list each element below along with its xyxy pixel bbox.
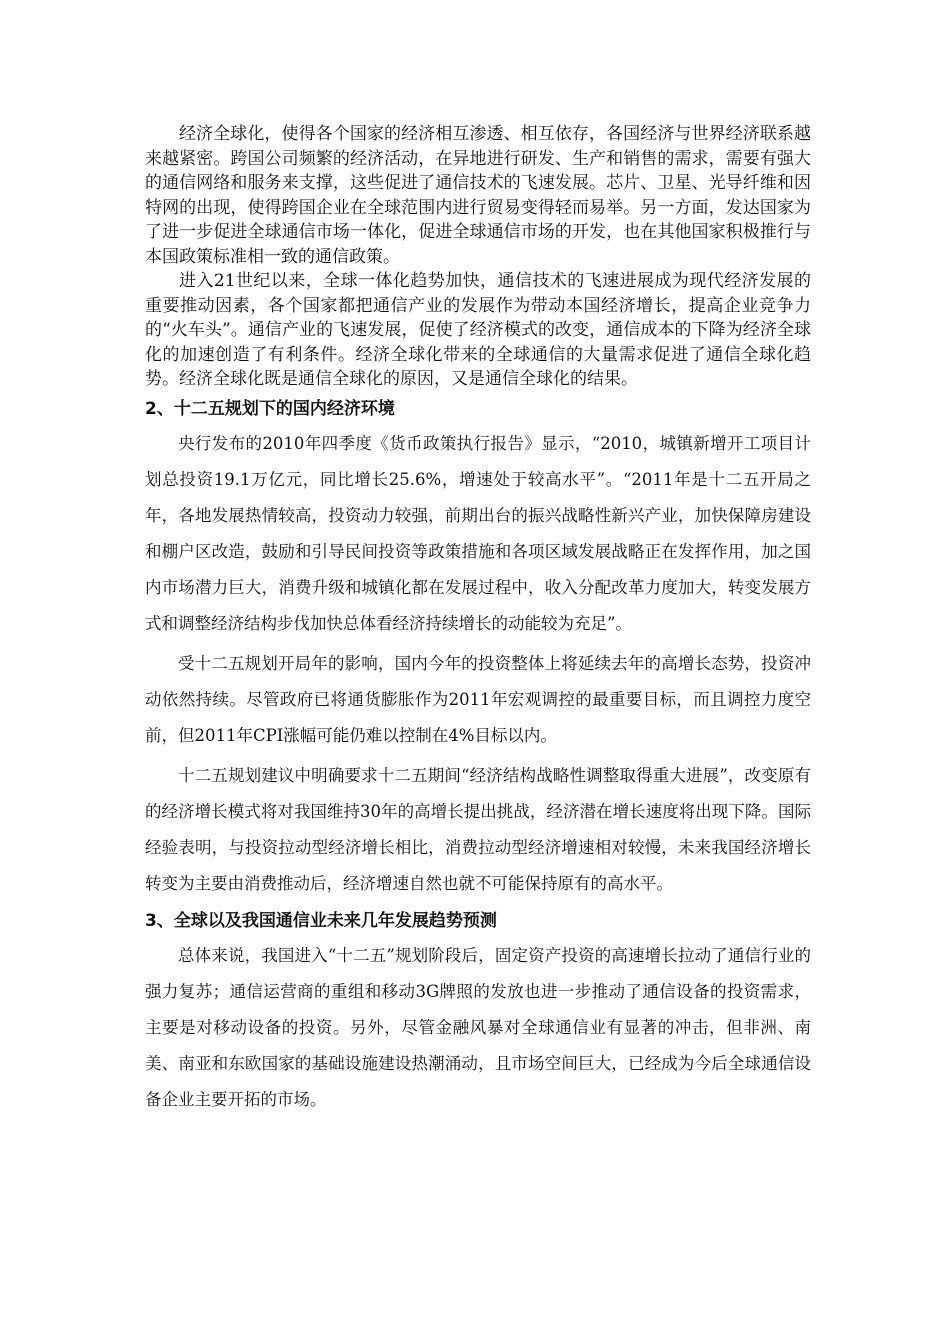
paragraph-structural-adjustment: 十二五规划建议中明确要求十二五期间“经济结构战略性调整取得重大进展”，改变原有的经济增长模式将对我国维持30年的高增长提出挑战，经济潜在增长速度将出现下降。国际经验表明，与投资拉动型经济增长相比，消费拉动型经济增速相对较慢，未来我国经济增长转变为主要由消费推动后，经济增速自然也就不可能保持原有的高水平。 bbox=[145, 765, 811, 893]
paragraph-21st-century: 进入21世纪以来，全球一体化趋势加快，通信技术的飞速进展成为现代经济发展的重要推动因素，各个国家都把通信产业的发展作为带动本国经济增长，提高企业竞争力的“火车头”。通信产业的飞速发展，促使了经济模式的改变，通信成本的下降为经济全球化的加速创造了有利条件。经济全球化带来的全球通信的大量需求促进了通信全球化趋势。经济全球化既是通信全球化的原因，又是通信全球化的结果。 bbox=[145, 271, 811, 389]
paragraph-economic-globalization: 经济全球化，使得各个国家的经济相互渗透、相互依存，各国经济与世界经济联系越来越紧密。跨国公司频繁的经济活动，在异地进行研发、生产和销售的需求，需要有强大的通信网络和服务来支撑，这些促进了通信技术的飞速发展。芯片、卫星、光导纤维和因特网的出现，使得跨国企业在全球范围内进行贸易变得轻而易举。另一方面，发达国家为了进一步促进全球通信市场一体化，促进全球通信市场的开发，也在其他国家积极推行与本国政策标准相一致的通信政策。 bbox=[145, 124, 811, 267]
document-page bbox=[145, 120, 811, 1118]
paragraph-telecom-summary: 总体来说，我国进入“十二五”规划阶段后，固定资产投资的高速增长拉动了通信行业的强力复苏；通信运营商的重组和移动3G牌照的发放也进一步推动了通信设备的投资需求，主要是对移动设备的投资。另外，尽管金融风暴对全球通信业有显著的冲击，但非洲、南美、南亚和东欧国家的基础设施建设热潮涌动，且市场空间巨大，已经成为今后全球通信设备企业主要开拓的市场。 bbox=[145, 945, 811, 1109]
paragraph-central-bank-report: 央行发布的2010年四季度《货币政策执行报告》显示，“2010，城镇新增开工项目计划总投资19.1万亿元，同比增长25.6%，增速处于较高水平”。“2011年是十二五开局之年，各地发展热情较高，投资动力较强，前期出台的振兴战略性新兴产业，加快保障房建设和棚户区改造，鼓励和引导民间投资等政策措施和各项区域发展战略正在发挥作用，加之国内市场潜力巨大，消费升级和城镇化都在发展过程中，收入分配改革力度加大，转变发展方式和调整经济结构步伐加快总体看经济持续增长的动能较为充足”。 bbox=[145, 433, 811, 633]
paragraph-investment-trend: 受十二五规划开局年的影响，国内今年的投资整体上将延续去年的高增长态势，投资冲动依然持续。尽管政府已将通货膨胀作为2011年宏观调控的最重要目标，而且调控力度空前，但2011年CPI涨幅可能仍难以控制在4%目标以内。 bbox=[145, 653, 811, 745]
section-heading-domestic-economy: 2、十二五规划下的国内经济环境 bbox=[145, 398, 395, 419]
section-heading-telecom-forecast: 3、全球以及我国通信业未来几年发展趋势预测 bbox=[145, 910, 497, 931]
